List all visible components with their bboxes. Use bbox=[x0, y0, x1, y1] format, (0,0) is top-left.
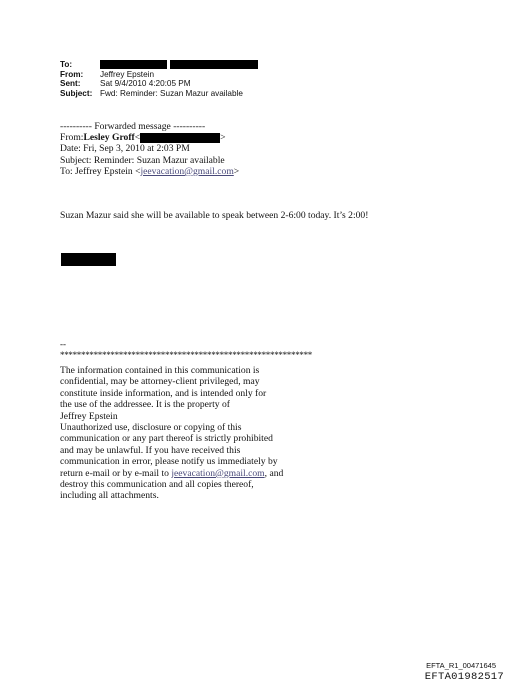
disclaimer-line: Jeffrey Epstein bbox=[60, 410, 118, 422]
from-label: From: bbox=[60, 69, 84, 79]
from-value: Jeffrey Epstein bbox=[100, 69, 155, 79]
header-to-row bbox=[60, 60, 258, 70]
header-subject-row bbox=[60, 89, 258, 99]
forwarded-from-line bbox=[60, 132, 239, 143]
forwarded-to-close: > bbox=[233, 165, 240, 177]
disclaimer-line: the use of the addressee. It is the property of bbox=[60, 399, 230, 411]
forwarded-from-open: < bbox=[134, 132, 141, 144]
forwarded-subject-line: Subject: Reminder: Suzan Mazur available bbox=[60, 154, 225, 166]
disclaimer-line: The information contained in this communication is bbox=[60, 365, 260, 376]
disclaimer-star-divider: ************************************************************ bbox=[60, 350, 313, 360]
disclaimer-line: communication or any part thereof is strictly prohibited bbox=[60, 433, 273, 445]
disclaimer-line: constitute inside information, and is intended only for bbox=[60, 387, 267, 399]
email-header bbox=[60, 60, 258, 98]
forwarded-from-prefix: From: bbox=[60, 132, 84, 144]
subject-label: Subject: bbox=[60, 88, 93, 98]
forwarded-to-prefix: To: Jeffrey Epstein < bbox=[60, 165, 141, 177]
disclaimer-email-suffix: , and bbox=[264, 467, 284, 479]
disclaimer-line: confidential, may be attorney-client privileged, may bbox=[60, 376, 260, 388]
disclaimer-line: communication in error, please notify us immediately by bbox=[60, 456, 278, 468]
disclaimer-line: including all attachments. bbox=[60, 490, 159, 502]
confidentiality-disclaimer bbox=[60, 365, 283, 502]
forwarded-from-name: Lesley Groff bbox=[83, 132, 135, 144]
subject-value: Fwd: Reminder: Suzan Mazur available bbox=[100, 88, 243, 98]
redacted-signature-block bbox=[61, 253, 116, 266]
forwarded-to-line bbox=[60, 166, 239, 177]
redacted-recipient-block-2 bbox=[170, 60, 258, 69]
sent-label: Sent: bbox=[60, 79, 81, 89]
disclaimer-email-link[interactable]: jeevacation@gmail.com bbox=[171, 467, 265, 479]
forwarded-date-line: Date: Fri, Sep 3, 2010 at 2:03 PM bbox=[60, 143, 190, 155]
forwarded-to-email-link[interactable]: jeevacation@gmail.com bbox=[140, 165, 234, 177]
header-sent-row bbox=[60, 79, 258, 89]
disclaimer-line: and may be unlawful. If you have received this bbox=[60, 444, 241, 456]
message-body: Suzan Mazur said she will be available to speak between 2-6:00 today. It’s 2:00! bbox=[60, 210, 369, 221]
forwarded-message-block bbox=[60, 121, 239, 177]
document-reference-large: EFTA01982517 bbox=[424, 671, 504, 683]
redacted-sender-email bbox=[140, 133, 220, 143]
signature-separator: -- bbox=[60, 339, 66, 349]
redacted-recipient-block bbox=[100, 60, 167, 69]
header-from-row bbox=[60, 70, 258, 80]
document-reference-small: EFTA_R1_00471645 bbox=[426, 661, 496, 670]
to-label: To: bbox=[60, 60, 73, 69]
disclaimer-line: Unauthorized use, disclosure or copying of this bbox=[60, 422, 242, 434]
sent-value: Sat 9/4/2010 4:20:05 PM bbox=[100, 79, 191, 89]
forwarded-divider: ---------- Forwarded message ---------- bbox=[60, 121, 206, 132]
disclaimer-line-email bbox=[60, 468, 283, 479]
disclaimer-email-prefix: return e-mail or by e-mail to bbox=[60, 467, 172, 479]
forwarded-from-close: > bbox=[220, 132, 226, 144]
disclaimer-line: destroy this communication and all copies thereof, bbox=[60, 479, 254, 491]
